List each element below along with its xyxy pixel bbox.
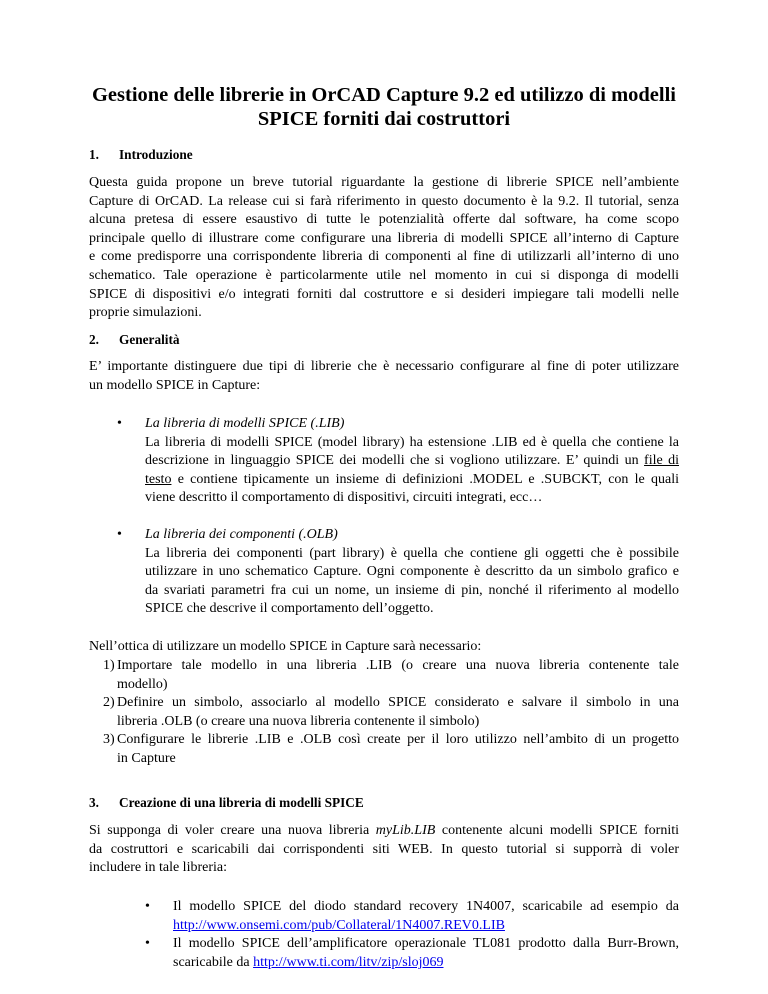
steps-intro bbox=[89, 638, 679, 657]
bullet-line bbox=[173, 917, 679, 936]
document-title bbox=[60, 83, 708, 131]
section-3-intro bbox=[89, 822, 679, 878]
paragraph-line: proprie simulazioni. bbox=[89, 305, 202, 321]
paragraph-line: alcuna pretesa di essere esaustivo di tutte le potenzialità offerte dal software, ha come scopo bbox=[89, 212, 679, 228]
list-item bbox=[103, 694, 679, 731]
bullet-glyph: • bbox=[145, 936, 150, 952]
title-line-1: Gestione delle librerie in OrCAD Capture 9.2 ed utilizzo di modelli bbox=[91, 84, 676, 106]
list-item bbox=[145, 935, 679, 972]
section-title: Creazione di una libreria di modelli SPICE bbox=[119, 795, 364, 810]
bullet-glyph: • bbox=[117, 527, 122, 542]
section-1-paragraph bbox=[89, 174, 679, 323]
section-2-intro bbox=[89, 358, 679, 395]
paragraph-line: principale quello di illustrare come configurare una libreria di modelli SPICE all’interno di Capture bbox=[89, 230, 679, 246]
bullet-line: La libreria di modelli SPICE (model library) ha estensione .LIB ed è quella che contiene la bbox=[145, 434, 679, 450]
step-number: 2) bbox=[103, 695, 115, 711]
step-line: Configurare le librerie .LIB e .OLB così create per il loro utilizzo nell’ambito di un progetto bbox=[117, 732, 679, 748]
list-item bbox=[145, 898, 679, 935]
section-1-heading bbox=[89, 146, 193, 164]
model-download-link[interactable]: http://www.ti.com/litv/zip/sloj069 bbox=[253, 954, 444, 970]
underlined-text: testo bbox=[145, 471, 172, 487]
section-number: 3. bbox=[89, 795, 99, 810]
model-list bbox=[145, 898, 679, 972]
step-number: 3) bbox=[103, 732, 115, 748]
paragraph-line: SPICE di dispositivi e/o integrati forniti dal costruttore e si desideri impiegare tali modelli nelle bbox=[89, 286, 679, 302]
step-line: in Capture bbox=[117, 750, 176, 766]
bullet-line: scaricabile da http://www.ti.com/litv/zip/sloj069 bbox=[173, 954, 444, 970]
bullet-line: La libreria dei componenti (part library) è quella che contiene gli oggetti che è possibile bbox=[145, 545, 679, 561]
bullet-line: descrizione in linguaggio SPICE dei modelli che si vogliono utilizzare. E’ quindi un file di bbox=[145, 453, 680, 469]
paragraph-line: includere in tale libreria: bbox=[89, 860, 227, 876]
bullet-glyph: • bbox=[145, 899, 150, 914]
bullet-lib bbox=[117, 415, 679, 508]
underlined-text: file di bbox=[644, 453, 680, 469]
list-item bbox=[103, 731, 679, 768]
section-number: 1. bbox=[89, 147, 99, 162]
paragraph-line: Capture di OrCAD. La release cui si farà riferimento in questo documento è la 9.2. Il tutorial, senza bbox=[89, 193, 679, 209]
section-title: Introduzione bbox=[119, 147, 193, 162]
bullet-title: La libreria dei componenti (.OLB) bbox=[145, 527, 338, 542]
step-line: modello) bbox=[117, 676, 168, 692]
paragraph-line: E’ importante distinguere due tipi di librerie che è necessario configurare al fine di poter utilizzare bbox=[89, 359, 679, 374]
list-item bbox=[103, 657, 679, 694]
model-download-link[interactable]: http://www.onsemi.com/pub/Collateral/1N4007.REV0.LIB bbox=[173, 917, 505, 933]
bullet-line: testo e contiene tipicamente un insieme di definizioni .MODEL e .SUBCKT, con le quali bbox=[145, 471, 679, 487]
step-line: libreria .OLB (o creare una nuova libreria contenente il simbolo) bbox=[117, 713, 480, 729]
paragraph-line: schematico. Tale operazione è particolarmente utile nel momento in cui si disponga di modelli bbox=[89, 267, 679, 283]
bullet-line: viene descritto il comportamento di dispositivi, circuiti integrati, ecc… bbox=[145, 490, 543, 506]
bullet-olb bbox=[117, 526, 679, 619]
paragraph-line: e come predisporre una corrispondente libreria di componenti al fine di utilizzarli all’interno di uno bbox=[89, 249, 679, 265]
paragraph-line: Si supponga di voler creare una nuova libreria myLib.LIB contenente alcuni modelli SPICE forniti bbox=[89, 823, 679, 838]
section-number: 2. bbox=[89, 332, 99, 347]
paragraph-line: un modello SPICE in Capture: bbox=[89, 377, 261, 393]
bullet-line: SPICE che descrive il comportamento dell’oggetto. bbox=[145, 601, 434, 617]
bullet-line: Il modello SPICE del diodo standard recovery 1N4007, scaricabile ad esempio da bbox=[173, 899, 679, 914]
steps-list bbox=[103, 657, 679, 769]
section-title: Generalità bbox=[119, 332, 180, 347]
bullet-line: Il modello SPICE dell’amplificatore operazionale TL081 prodotto dalla Burr-Brown, bbox=[173, 936, 679, 952]
bullet-title: La libreria di modelli SPICE (.LIB) bbox=[145, 416, 345, 431]
bullet-glyph: • bbox=[117, 416, 122, 431]
section-3-heading bbox=[89, 794, 364, 812]
bullet-line: utilizzare in uno schematico Capture. Ogni componente è descritto da un simbolo grafico e bbox=[145, 564, 679, 580]
step-number: 1) bbox=[103, 658, 115, 673]
step-line: Definire un simbolo, associarlo al modello SPICE considerato e salvare il simbolo in una bbox=[117, 695, 679, 711]
paragraph-line: Nell’ottica di utilizzare un modello SPICE in Capture sarà necessario: bbox=[89, 639, 482, 654]
paragraph-line: Questa guida propone un breve tutorial riguardante la gestione di librerie SPICE nell’ambiente bbox=[89, 175, 679, 190]
step-line: Importare tale modello in una libreria .LIB (o creare una nuova libreria contenente tale bbox=[117, 658, 679, 673]
section-2-heading bbox=[89, 331, 180, 349]
library-name: myLib.LIB bbox=[375, 823, 436, 838]
paragraph-line: da costruttori e scaricabili dai corrispondenti siti WEB. In questo tutorial si supporrà di voler bbox=[89, 841, 679, 857]
title-line-2: SPICE forniti dai costruttori bbox=[257, 108, 511, 130]
bullet-line: da svariati parametri fra cui un nome, un insieme di pin, nonché il riferimento al modello bbox=[145, 582, 679, 598]
